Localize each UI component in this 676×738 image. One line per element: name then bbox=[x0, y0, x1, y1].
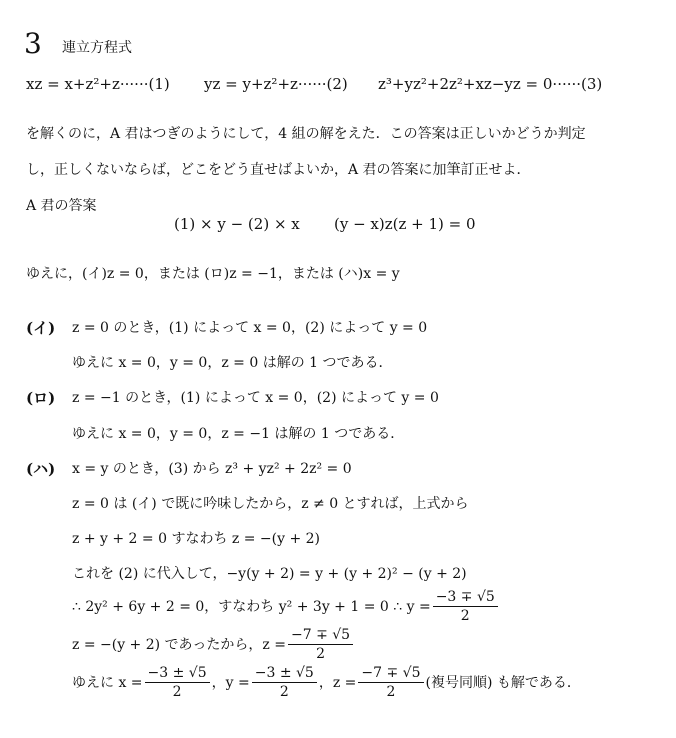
fraction-y bbox=[433, 588, 498, 625]
fraction-z bbox=[288, 626, 353, 663]
case-ha-line-4: これを (2) に代入して，−y(y + 2) = y + (y + 2)² − (y + 2) bbox=[72, 566, 467, 582]
line-7-z-label: ，z = bbox=[318, 674, 357, 691]
case-ha-label: (ハ) bbox=[26, 460, 56, 478]
case-i-line-2: ゆえに x = 0，y = 0，z = 0 は解の 1 つである． bbox=[72, 355, 393, 371]
fraction-z-final-numerator: −7 ∓ √5 bbox=[358, 664, 423, 683]
case-ha-line-2: z = 0 は (イ) で既に吟味したから，z ≠ 0 とすれば，上式から bbox=[72, 496, 469, 512]
case-ro-line-1: z = −1 のとき，(1) によって x = 0，(2) によって y = 0 bbox=[72, 390, 439, 406]
case-ro-label: (ロ) bbox=[26, 389, 56, 407]
line-5-text: ∴ 2y² + 6y + 2 = 0，すなわち y² + 3y + 1 = 0 ∴ y = bbox=[72, 598, 431, 615]
line-7-y-label: ，y = bbox=[211, 674, 250, 691]
line-6-text: z = −(y + 2) であったから，z = bbox=[72, 636, 286, 653]
case-ha-line-6 bbox=[72, 626, 355, 663]
line-7-suffix: (複号同順) も解である． bbox=[425, 674, 581, 691]
fraction-z-denominator: 2 bbox=[316, 646, 325, 662]
instruction-line-2: し，正しくないならば，どこをどう直せばよいか，A 君の答案に加筆訂正せよ． bbox=[26, 162, 531, 178]
fraction-x-final bbox=[145, 664, 210, 701]
case-ha-line-7 bbox=[72, 664, 581, 701]
fraction-x-final-denominator: 2 bbox=[172, 684, 182, 700]
fraction-x-final-numerator: −3 ± √5 bbox=[145, 664, 210, 683]
instruction-line-1: を解くのに，A 君はつぎのようにして，4 組の解をえた．この答案は正しいかどうか判定 bbox=[26, 126, 586, 142]
fraction-z-final bbox=[358, 664, 423, 701]
answer-heading: A 君の答案 bbox=[26, 198, 97, 214]
equation-3: z³+yz²+2z²+xz−yz = 0······(3) bbox=[378, 75, 603, 93]
fraction-y-denominator: 2 bbox=[460, 608, 470, 624]
fraction-y-final-numerator: −3 ± √5 bbox=[252, 664, 317, 683]
case-ha-line-1: x = y のとき，(3) から z³ + yz² + 2z² = 0 bbox=[72, 461, 352, 477]
problem-number: 3 bbox=[24, 27, 42, 60]
case-ha-line-5 bbox=[72, 588, 500, 625]
fraction-y-final-denominator: 2 bbox=[279, 684, 289, 700]
step1-result: (y − x)z(z + 1) = 0 bbox=[334, 215, 476, 233]
fraction-z-numerator: −7 ∓ √5 bbox=[288, 626, 353, 645]
cases-statement: ゆえに，(イ)z = 0，または (ロ)z = −1，または (ハ)x = y bbox=[26, 266, 400, 282]
case-ro-line-2: ゆえに x = 0，y = 0，z = −1 は解の 1 つである． bbox=[72, 426, 405, 442]
problem-title: 連立方程式 bbox=[62, 40, 132, 56]
equation-2: yz = y+z²+z······(2) bbox=[204, 75, 348, 93]
case-i-line-1: z = 0 のとき，(1) によって x = 0，(2) によって y = 0 bbox=[72, 320, 428, 336]
case-i-label: (イ) bbox=[26, 319, 56, 337]
case-ha-line-3: z + y + 2 = 0 すなわち z = −(y + 2) bbox=[72, 531, 321, 547]
fraction-y-final bbox=[252, 664, 317, 701]
equation-1: xz = x+z²+z······(1) bbox=[26, 75, 170, 93]
fraction-z-final-denominator: 2 bbox=[386, 684, 396, 700]
step1-operation: (1) × y − (2) × x bbox=[174, 215, 300, 233]
fraction-y-numerator: −3 ∓ √5 bbox=[433, 588, 498, 607]
line-7-prefix: ゆえに x = bbox=[72, 674, 143, 691]
